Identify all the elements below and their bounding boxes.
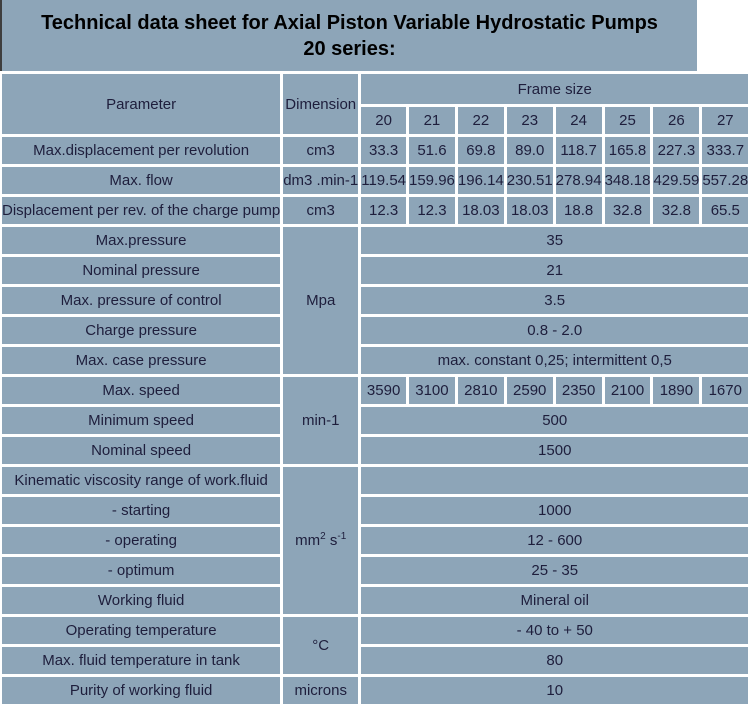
frame-size-col-24: 24 [556, 107, 602, 134]
value-cell: max. constant 0,25; intermittent 0,5 [361, 347, 748, 374]
table-row [2, 197, 748, 224]
header-dimension: Dimension [283, 74, 358, 134]
value-cell: 65.5 [702, 197, 748, 224]
value-cell: 333.7 [702, 137, 748, 164]
value-cell: 429.59 [653, 167, 699, 194]
value-cell: 118.7 [556, 137, 602, 164]
table-row [2, 407, 748, 434]
value-cell: 159.96 [409, 167, 455, 194]
dim-superscript: 2 [320, 531, 326, 542]
dimension-cell: dm3 .min-1 [283, 167, 358, 194]
value-cell: 10 [361, 677, 748, 704]
param-cell: Kinematic viscosity range of work.fluid [2, 467, 280, 494]
value-cell: 32.8 [653, 197, 699, 224]
value-cell: 89.0 [507, 137, 553, 164]
header-parameter: Parameter [2, 74, 280, 134]
table-row [2, 257, 748, 284]
value-cell: 1500 [361, 437, 748, 464]
frame-size-col-23: 23 [507, 107, 553, 134]
table-row [2, 617, 748, 644]
param-cell: Max. pressure of control [2, 287, 280, 314]
value-cell: 3590 [361, 377, 406, 404]
table-row [2, 377, 748, 404]
frame-size-col-20: 20 [361, 107, 406, 134]
param-cell: Minimum speed [2, 407, 280, 434]
value-cell: 557.28 [702, 167, 748, 194]
dimension-cell: cm3 [283, 137, 358, 164]
value-cell: Mineral oil [361, 587, 748, 614]
header-frame-size: Frame size [361, 74, 748, 104]
value-cell: 500 [361, 407, 748, 434]
param-cell: Max. case pressure [2, 347, 280, 374]
dimension-cell: cm3 [283, 197, 358, 224]
value-cell: 2350 [556, 377, 602, 404]
param-cell: - optimum [2, 557, 280, 584]
param-cell: Max. flow [2, 167, 280, 194]
value-cell [361, 467, 748, 494]
value-cell: 69.8 [458, 137, 504, 164]
table-row [2, 647, 748, 674]
table-row [2, 137, 748, 164]
table-row [2, 437, 748, 464]
value-cell: 18.03 [458, 197, 504, 224]
param-cell: Max. speed [2, 377, 280, 404]
value-cell: 165.8 [605, 137, 651, 164]
frame-size-col-21: 21 [409, 107, 455, 134]
table-row [2, 317, 748, 344]
param-cell: Displacement per rev. of the charge pump [2, 197, 280, 224]
page-title: Technical data sheet for Axial Piston Variable Hydrostatic Pumps 20 series: [2, 0, 697, 72]
dimension-cell-viscosity [283, 467, 358, 614]
spec-table [0, 71, 751, 707]
value-cell: 196.14 [458, 167, 504, 194]
table-row [2, 287, 748, 314]
value-cell: 2590 [507, 377, 553, 404]
value-cell: 230.51 [507, 167, 553, 194]
value-cell: 2810 [458, 377, 504, 404]
value-cell: 278.94 [556, 167, 602, 194]
table-row [2, 467, 748, 494]
frame-size-col-25: 25 [605, 107, 651, 134]
dim-base: mm [295, 532, 321, 549]
param-cell: - starting [2, 497, 280, 524]
value-cell: 18.03 [507, 197, 553, 224]
dimension-cell: °C [283, 617, 358, 674]
value-cell: 12.3 [409, 197, 455, 224]
param-cell: Max.pressure [2, 227, 280, 254]
param-cell: Operating temperature [2, 617, 280, 644]
dim-base: s [325, 532, 338, 549]
table-row [2, 347, 748, 374]
dim-superscript: -1 [337, 531, 347, 542]
param-cell: Charge pressure [2, 317, 280, 344]
value-cell: 1890 [653, 377, 699, 404]
param-cell: Nominal pressure [2, 257, 280, 284]
frame-size-col-27: 27 [702, 107, 748, 134]
value-cell: 80 [361, 647, 748, 674]
value-cell: 33.3 [361, 137, 406, 164]
value-cell: - 40 to + 50 [361, 617, 748, 644]
param-cell: - operating [2, 527, 280, 554]
table-row [2, 587, 748, 614]
param-cell: Max.displacement per revolution [2, 137, 280, 164]
dimension-cell: microns [283, 677, 358, 704]
param-cell: Working fluid [2, 587, 280, 614]
frame-size-col-26: 26 [653, 107, 699, 134]
value-cell: 3.5 [361, 287, 748, 314]
value-cell: 0.8 - 2.0 [361, 317, 748, 344]
value-cell: 119.54 [361, 167, 406, 194]
table-row [2, 527, 748, 554]
header-row-1 [2, 74, 748, 104]
value-cell: 32.8 [605, 197, 651, 224]
table-row [2, 167, 748, 194]
value-cell: 35 [361, 227, 748, 254]
value-cell: 2100 [605, 377, 651, 404]
value-cell: 12 - 600 [361, 527, 748, 554]
param-cell: Purity of working fluid [2, 677, 280, 704]
table-row [2, 227, 748, 254]
value-cell: 1000 [361, 497, 748, 524]
value-cell: 21 [361, 257, 748, 284]
table-row [2, 557, 748, 584]
param-cell: Nominal speed [2, 437, 280, 464]
table-row [2, 497, 748, 524]
table-row [2, 677, 748, 704]
dimension-cell: Mpa [283, 227, 358, 374]
dimension-cell: min-1 [283, 377, 358, 464]
value-cell: 12.3 [361, 197, 406, 224]
value-cell: 51.6 [409, 137, 455, 164]
value-cell: 1670 [702, 377, 748, 404]
param-cell: Max. fluid temperature in tank [2, 647, 280, 674]
value-cell: 227.3 [653, 137, 699, 164]
value-cell: 348.18 [605, 167, 651, 194]
value-cell: 3100 [409, 377, 455, 404]
value-cell: 25 - 35 [361, 557, 748, 584]
frame-size-col-22: 22 [458, 107, 504, 134]
value-cell: 18.8 [556, 197, 602, 224]
